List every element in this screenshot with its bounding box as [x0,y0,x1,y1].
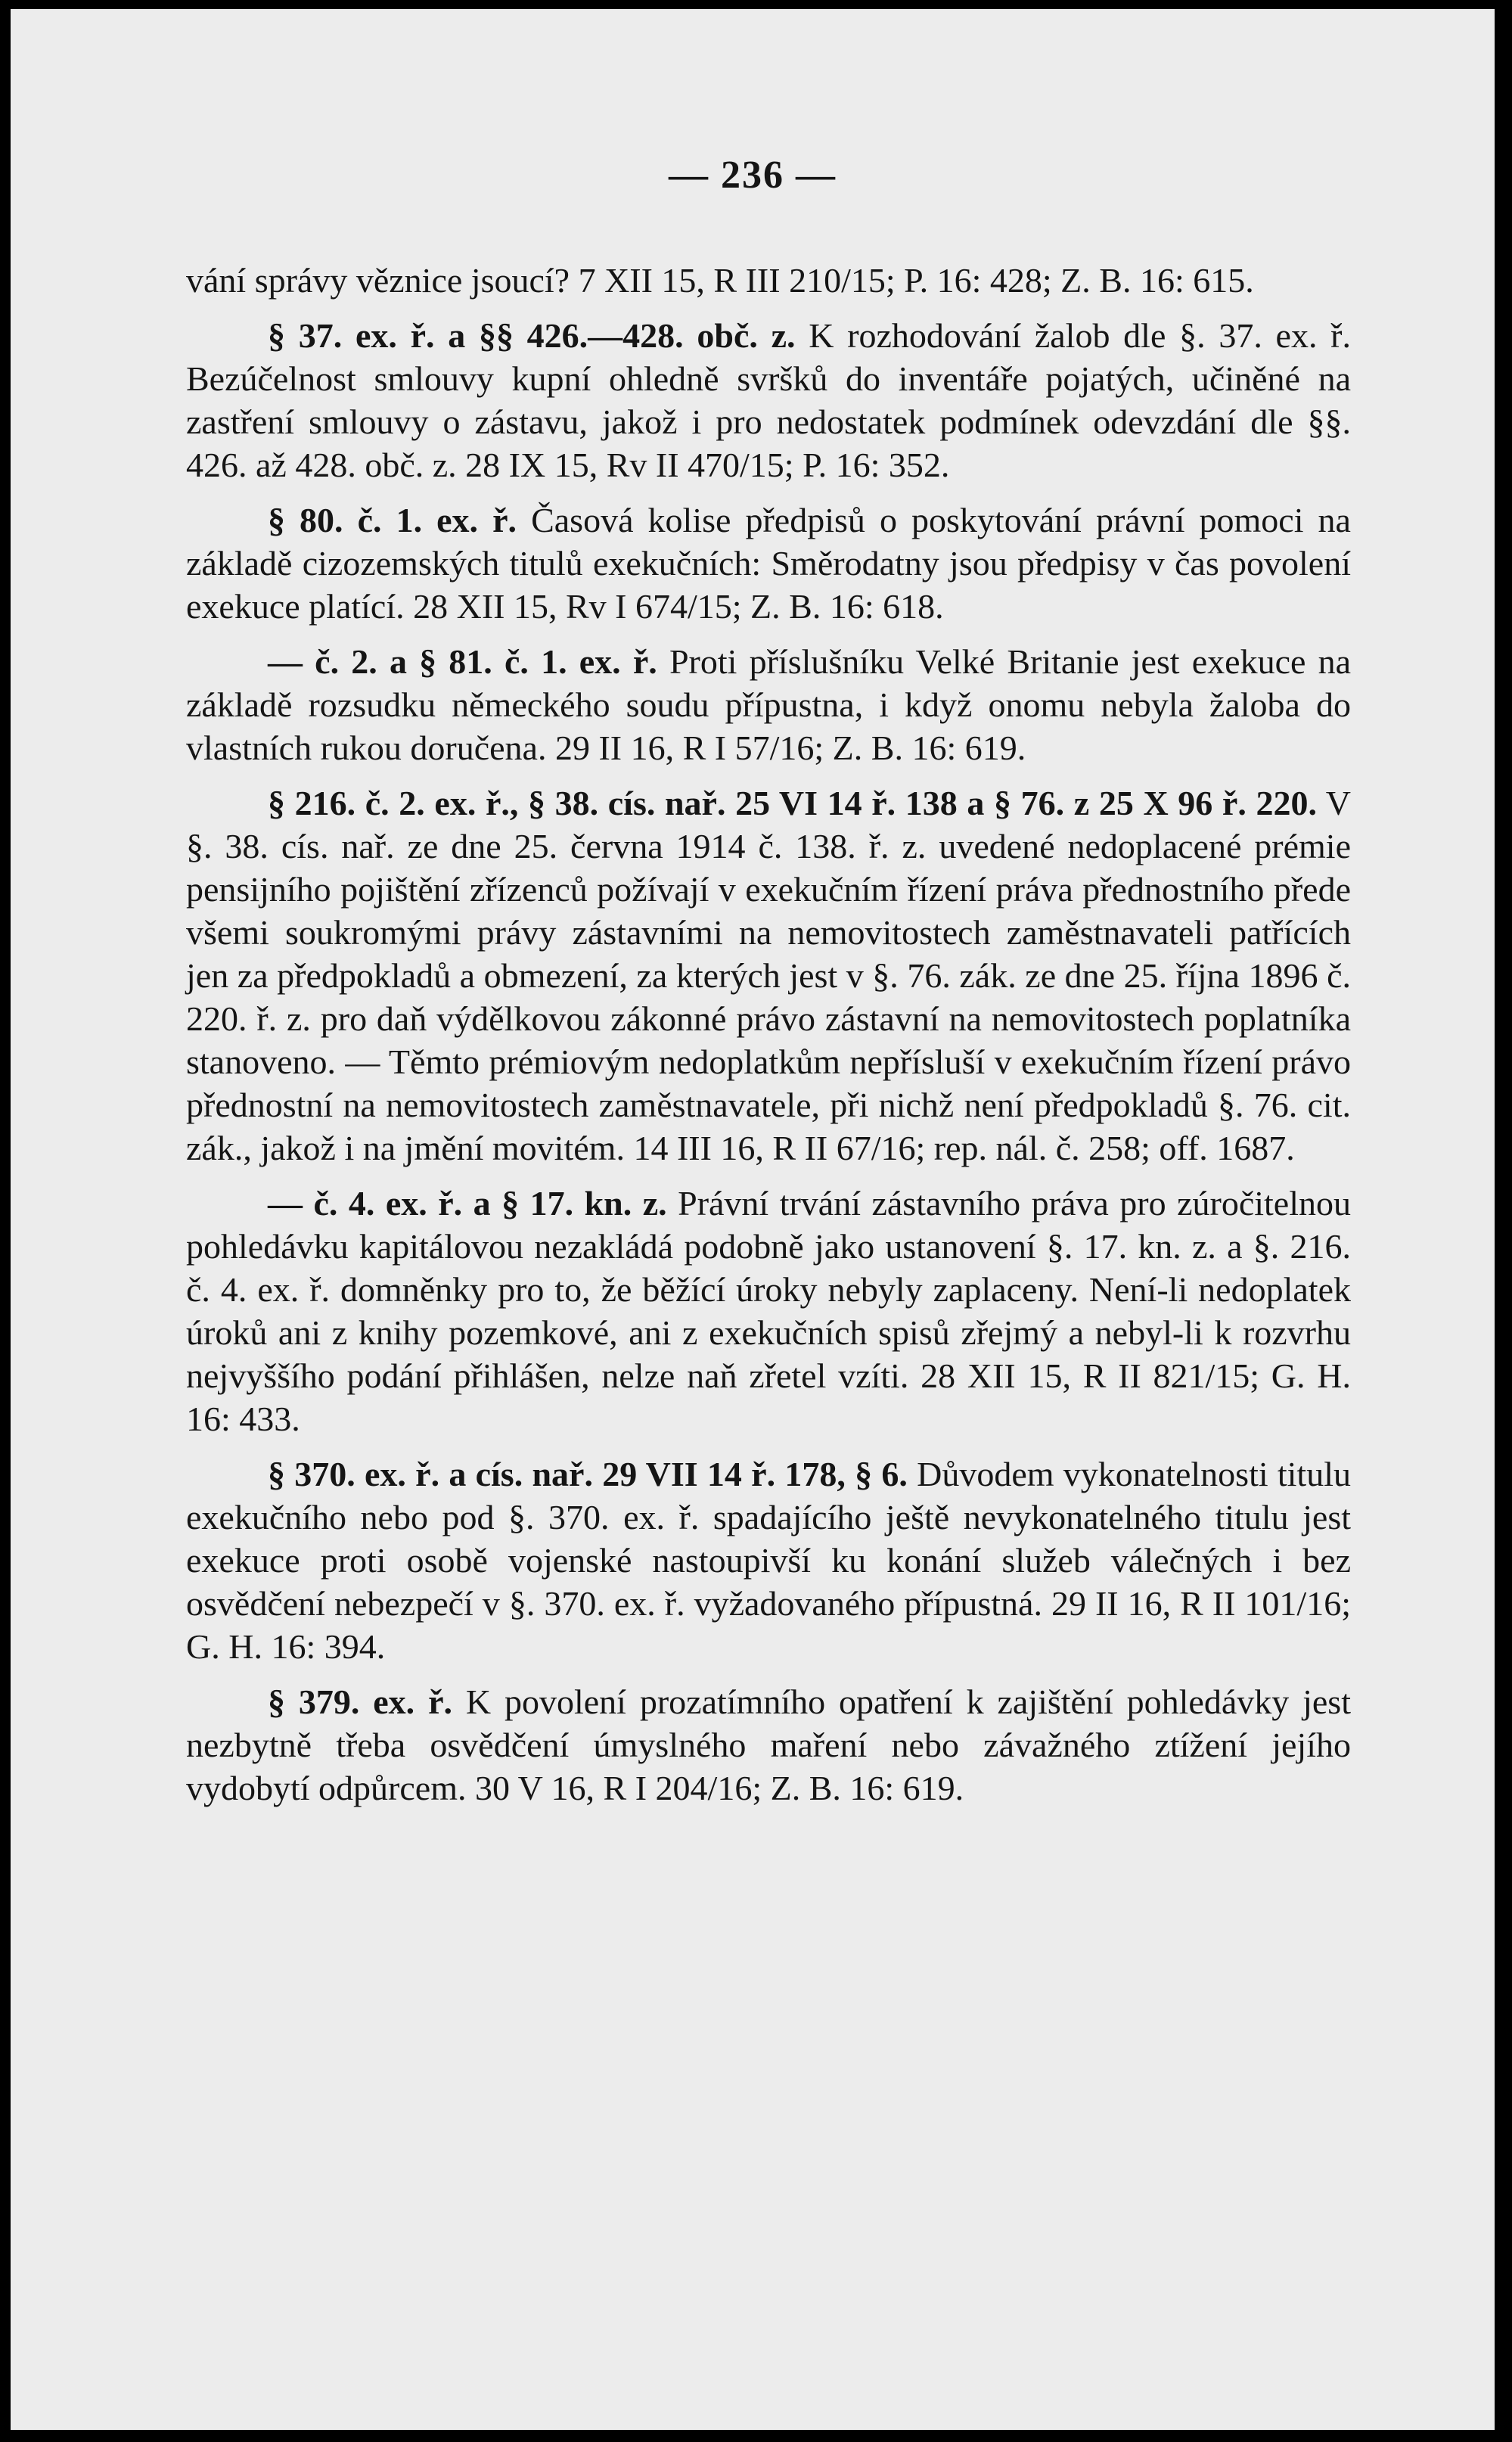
paragraph [186,499,1351,628]
paragraph-text: Proti příslušníku Velké Britanie jest exekuce na základě rozsudku německého soudu přípustna, i když onomu nebyla žaloba do vlastních rukou doručena. 29 II 16, R I 57/16; Z. B. 16: 619. [186,642,1351,767]
paragraph-text: Důvodem vykonatelnosti titulu exekučního nebo pod §. 370. ex. ř. spadajícího ještě nevykonatelného titulu jest exekuce proti osobě vojenské nastoupivší ku konání služeb válečných i bez osvědčení nebezpečí v §. 370. ex. ř. vyžadovaného přípustná. 29 II 16, R II 101/16; G. H. 16: 394. [186,1455,1351,1666]
paragraph [186,1452,1351,1668]
paragraph-lead: § 37. ex. ř. a §§ 426.—428. obč. z. [268,316,796,355]
paragraph [186,781,1351,1170]
paragraph-lead: § 379. ex. ř. [268,1682,452,1721]
paragraph-text: V §. 38. cís. nař. ze dne 25. června 1914 č. 138. ř. z. uvedené nedoplacené prémie pensijního pojištění zřízenců požívají v exekučním řízení práva přednostního přede všemi soukromými právy zástavními na nemovitostech zaměstnavateli patřících jen za předpokladů a obmezení, za kterých jest v §. 76. zák. ze dne 25. října 1896 č. 220. ř. z. pro daň výdělkovou zákonné právo zástavní na nemovitostech poplatníka stanoveno. — Těmto prémiovým nedoplatkům nepřísluší v exekučním řízení právo přednostní na nemovitostech zaměstnavatele, při nichž není předpokladů §. 76. cit. zák., jakož i na jmění movitém. 14 III 16, R II 67/16; rep. nál. č. 258; off. 1687. [186,784,1351,1167]
paragraph [186,1680,1351,1810]
paragraph-text: K povolení prozatímního opatření k zajištění pohledávky jest nezbytně třeba osvědčení úmyslného maření nebo závažného ztížení jejího vydobytí odpůrcem. 30 V 16, R I 204/16; Z. B. 16: 619. [186,1682,1351,1807]
paragraph-lead: — č. 2. a § 81. č. 1. ex. ř. [268,642,657,681]
paragraph-lead: § 80. č. 1. ex. ř. [268,501,517,539]
paragraph-lead: § 370. ex. ř. a cís. nař. 29 VII 14 ř. 178, § 6. [268,1455,908,1493]
text-body [186,259,1351,1822]
paragraph-lead: § 216. č. 2. ex. ř., § 38. cís. nař. 25 VI 14 ř. 138 a § 76. z 25 X 96 ř. 220. [268,784,1317,822]
page-number: — 236 — [669,154,837,197]
paragraph [186,259,1351,302]
paragraph-text: Časová kolise předpisů o poskytování právní pomoci na základě cizozemských titulů exekučních: Směrodatny jsou předpisy v čas povolení exekuce platící. 28 XII 15, Rv I 674/15; Z. B. 16: 618. [186,501,1351,626]
paragraph-text: vání správy věznice jsoucí? 7 XII 15, R III 210/15; P. 16: 428; Z. B. 16: 615. [186,261,1254,300]
document-page [11,9,1495,2430]
paragraph-text: K rozhodování žalob dle §. 37. ex. ř. Bezúčelnost smlouvy kupní ohledně svršků do inventáře pojatých, učiněné na zastření smlouvy o zástavu, jakož i pro nedostatek podmínek odevzdání dle §§. 426. až 428. obč. z. 28 IX 15, Rv II 470/15; P. 16: 352. [186,316,1351,484]
paragraph [186,640,1351,769]
paragraph [186,1182,1351,1440]
paragraph [186,314,1351,486]
paragraph-lead: — č. 4. ex. ř. a § 17. kn. z. [268,1184,667,1223]
paragraph-text: Právní trvání zástavního práva pro zúročitelnou pohledávku kapitálovou nezakládá podobně jako ustanovení §. 17. kn. z. a §. 216. č. 4. ex. ř. domněnky pro to, že běžící úroky nebyly zaplaceny. Není-li nedoplatek úroků ani z knihy pozemkové, ani z exekučních spisů zřejmý a nebyl-li k rozvrhu nejvyššího podání přihlášen, nelze naň zřetel vzíti. 28 XII 15, R II 821/15; G. H. 16: 433. [186,1184,1351,1438]
